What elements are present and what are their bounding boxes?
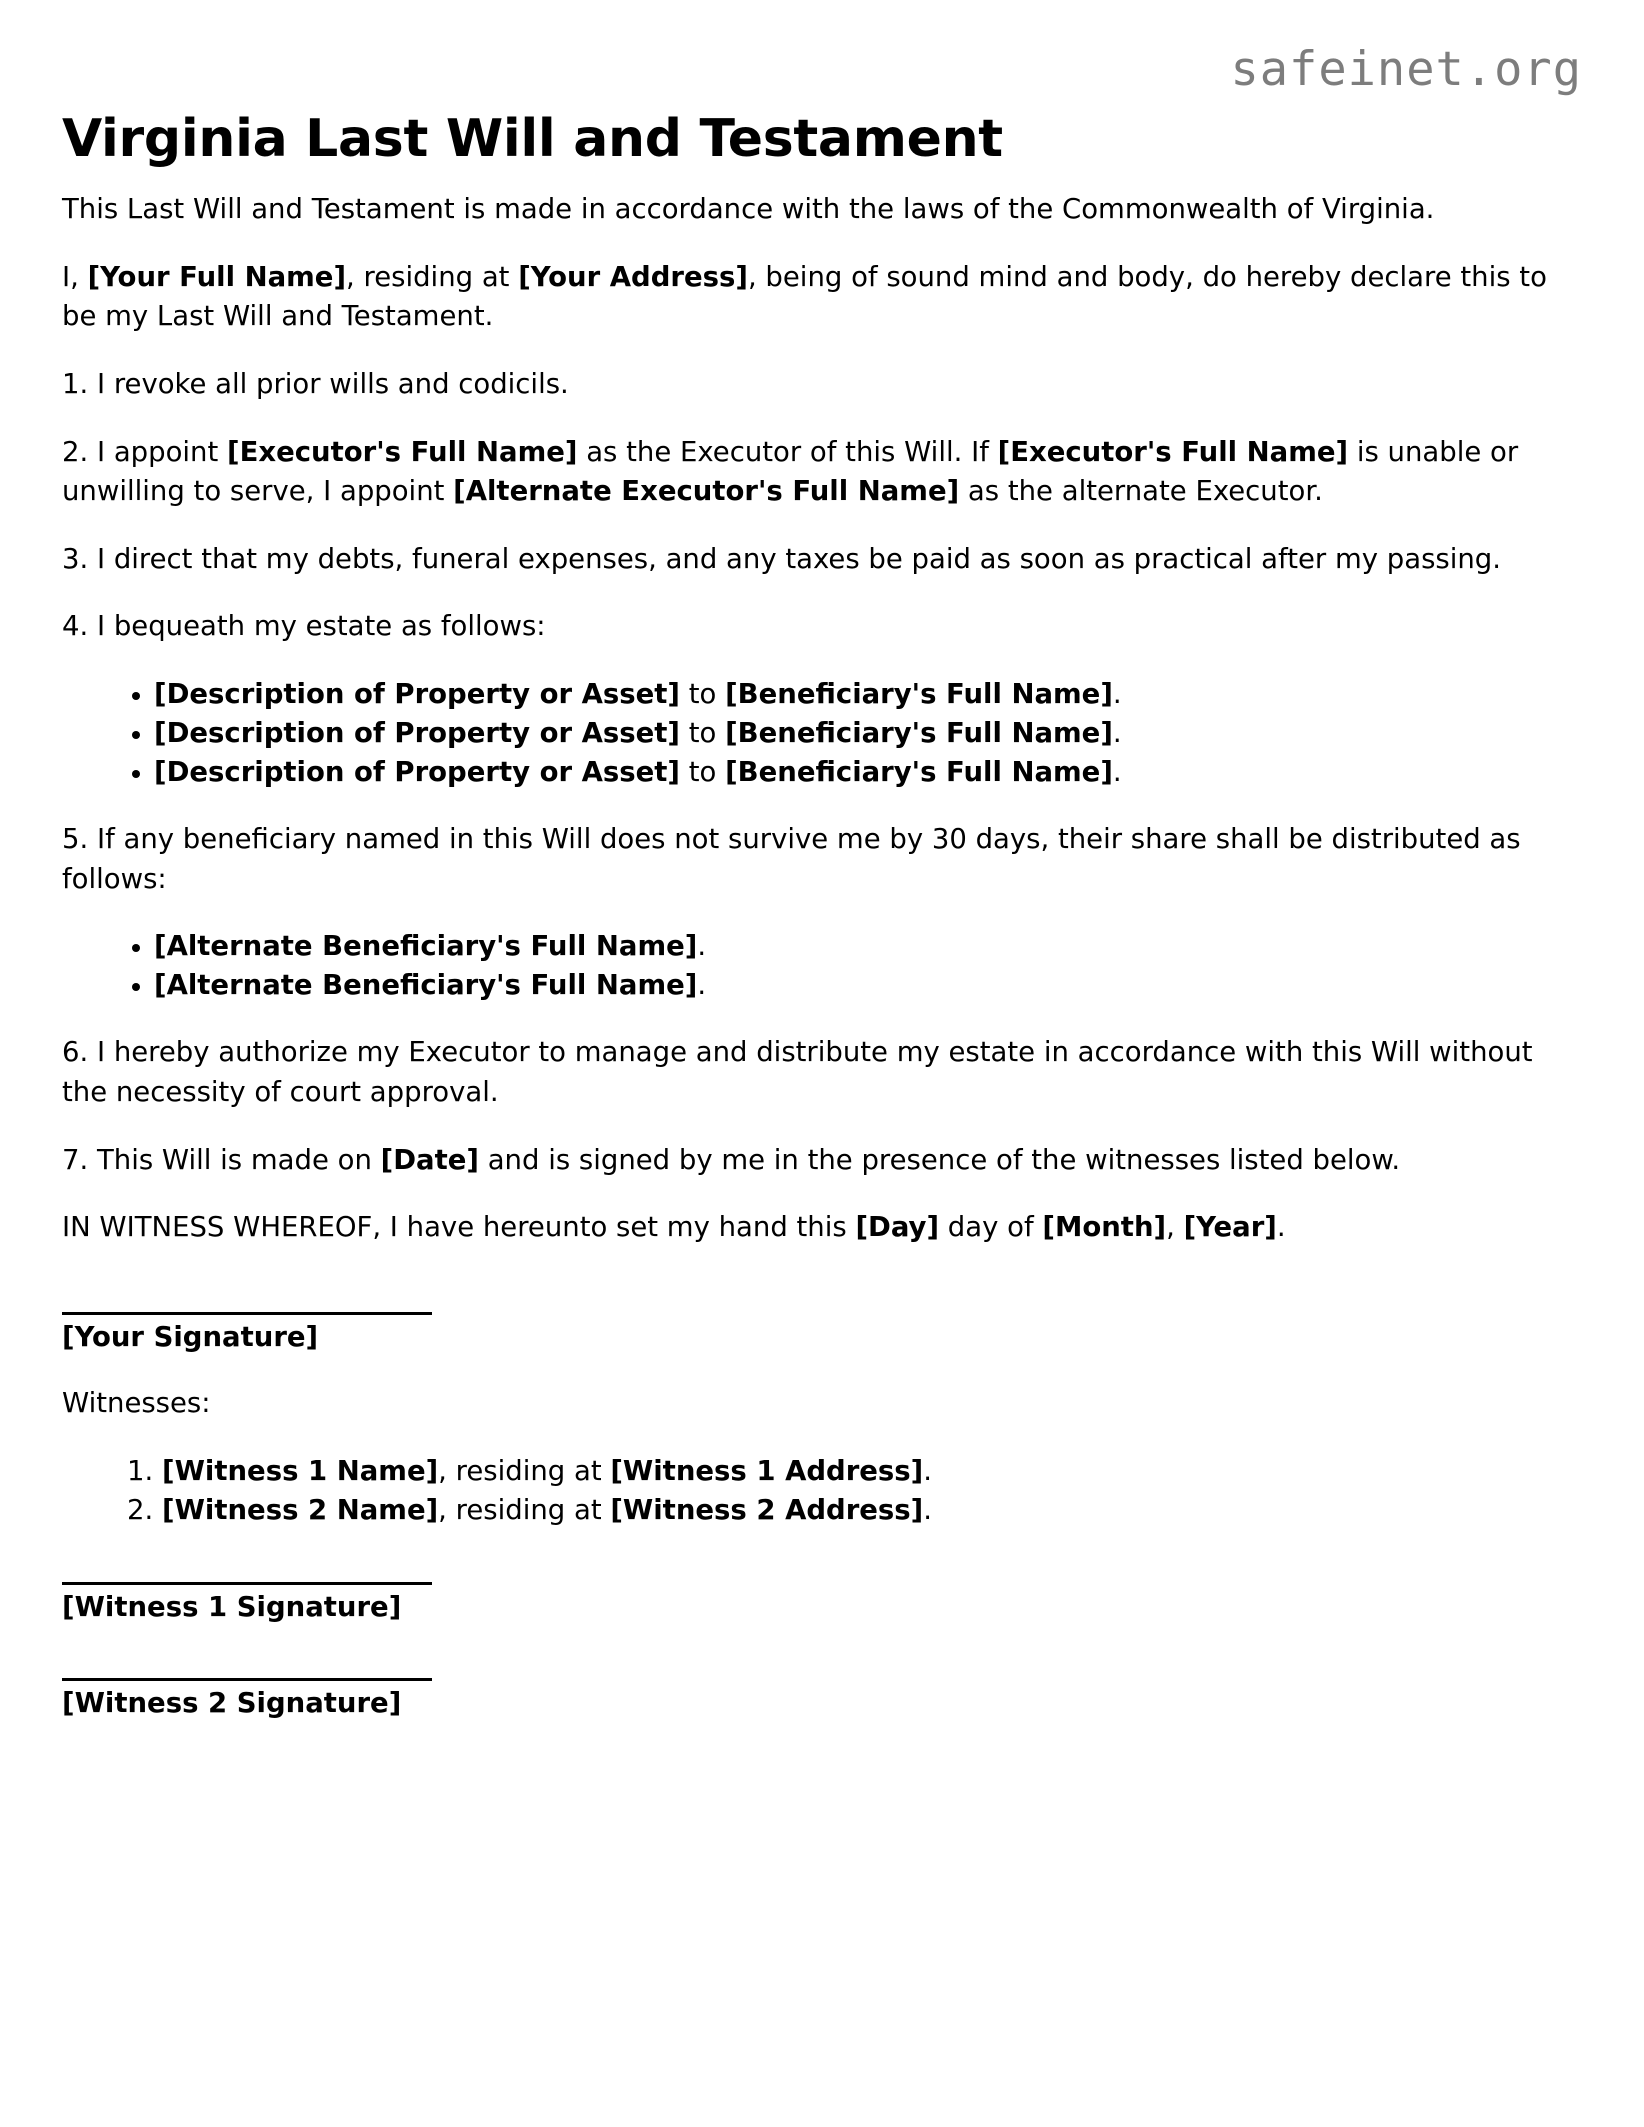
clause-1-text: 1. I revoke all prior wills and codicils. [62,368,569,401]
clause-7-part2: and is signed by me in the presence of the witnesses listed below. [478,1143,1401,1176]
witness-2-terminator: . [923,1493,932,1526]
day-placeholder: [Day] [855,1211,940,1244]
attestation-part3: , [1166,1211,1184,1244]
clause-2-part1: 2. I appoint [62,435,228,468]
list-item [162,1491,1562,1530]
attestation-part1: IN WITNESS WHEREOF, I have hereunto set my hand this [62,1211,856,1244]
clause-2-part2: as the Executor of this Will. If [577,435,998,468]
witness-2-signature-label: [Witness 2 Signature] [62,1686,402,1719]
intro-paragraph [62,190,1562,230]
declaration-mid: , residing at [346,260,519,293]
alternate-beneficiary-placeholder: [Alternate Beneficiary's Full Name] [154,969,698,1002]
clause-7-part1: 7. This Will is made on [62,1143,381,1176]
bequest-connector: to [680,717,726,750]
bequest-terminator: . [1112,717,1122,750]
alternate-beneficiary-placeholder: [Alternate Beneficiary's Full Name] [154,930,698,963]
witnesses-heading [62,1384,1562,1424]
list-item [154,714,1562,753]
clause-5-paragraph [62,820,1562,899]
declaration-lead: I, [62,260,88,293]
witness-1-terminator: . [923,1454,932,1487]
asset-description-placeholder: [Description of Property or Asset] [154,756,681,789]
site-watermark: safeinet.org [1230,42,1582,97]
attestation-part4: . [1276,1211,1286,1244]
alternate-terminator: . [697,930,707,963]
beneficiary-name-placeholder: [Beneficiary's Full Name] [725,717,1113,750]
beneficiary-name-placeholder: [Beneficiary's Full Name] [725,756,1113,789]
declaration-tail: , being of sound mind and body, do hereby declare this to be my Last Will and Testament. [62,260,1547,333]
clause-7-paragraph [62,1141,1562,1181]
attestation-paragraph [62,1208,1562,1248]
clause-3-text: 3. I direct that my debts, funeral expenses, and any taxes be paid as soon as practical after my passing. [62,542,1501,575]
bequest-terminator: . [1112,677,1122,710]
signature-label: [Your Signature] [62,1320,319,1353]
alternate-executor-name-placeholder: [Alternate Executor's Full Name] [453,475,960,508]
list-item [162,1452,1562,1491]
year-placeholder: [Year] [1183,1211,1277,1244]
clause-2-part3: is unable or unwilling to serve, I appoint [62,435,1519,508]
clause-3-paragraph [62,540,1562,580]
witness-list [62,1452,1562,1530]
witness-1-name-placeholder: [Witness 1 Name] [162,1454,439,1487]
document-body [62,168,1562,1722]
signature-line [62,1312,432,1315]
list-item [154,966,1562,1005]
month-placeholder: [Month] [1042,1211,1167,1244]
witness-2-name-placeholder: [Witness 2 Name] [162,1493,439,1526]
beneficiary-name-placeholder: [Beneficiary's Full Name] [725,677,1113,710]
witness-1-address-placeholder: [Witness 1 Address] [610,1454,924,1487]
intro-text: This Last Will and Testament is made in accordance with the laws of the Commonwealth of Virginia. [62,193,1435,226]
witness-2-address-placeholder: [Witness 2 Address] [610,1493,924,1526]
list-item [154,675,1562,714]
witness-2-signature-line [62,1678,432,1681]
date-placeholder: [Date] [380,1143,479,1176]
attestation-part2: day of [939,1211,1043,1244]
witness-2-connector: , residing at [438,1493,611,1526]
clause-1-paragraph [62,365,1562,405]
your-full-name-placeholder: [Your Full Name] [87,260,347,293]
witness-1-signature-block [62,1574,1562,1626]
page-title: Virginia Last Will and Testament [62,109,1003,169]
list-item [154,927,1562,966]
witness-2-signature-block [62,1670,1562,1722]
clause-6-text: 6. I hereby authorize my Executor to manage and distribute my estate in accordance with this Will without the necessity of court approval. [62,1036,1533,1108]
witness-1-connector: , residing at [438,1454,611,1487]
clause-5-text: 5. If any beneficiary named in this Will does not survive me by 30 days, their share shall be distributed as follows: [62,823,1521,895]
clause-2-part4: as the alternate Executor. [959,475,1323,508]
list-item [154,753,1562,792]
witnesses-heading-text: Witnesses: [62,1386,211,1419]
asset-description-placeholder: [Description of Property or Asset] [154,717,681,750]
executor-name-placeholder: [Executor's Full Name] [227,435,578,468]
testator-signature-block [62,1304,1562,1356]
clause-6-paragraph [62,1033,1562,1112]
clause-4-text: 4. I bequeath my estate as follows: [62,610,546,643]
your-address-placeholder: [Your Address] [518,260,748,293]
alternate-terminator: . [697,969,707,1002]
bequest-list [62,675,1562,792]
clause-4-paragraph [62,607,1562,647]
alternate-beneficiary-list [62,927,1562,1005]
declaration-paragraph [62,258,1562,337]
bequest-terminator: . [1112,756,1122,789]
witness-1-signature-label: [Witness 1 Signature] [62,1590,402,1623]
bequest-connector: to [680,756,726,789]
executor-name-placeholder-2: [Executor's Full Name] [997,435,1349,468]
asset-description-placeholder: [Description of Property or Asset] [154,677,681,710]
clause-2-paragraph [62,433,1562,512]
bequest-connector: to [680,677,726,710]
witness-1-signature-line [62,1582,432,1585]
